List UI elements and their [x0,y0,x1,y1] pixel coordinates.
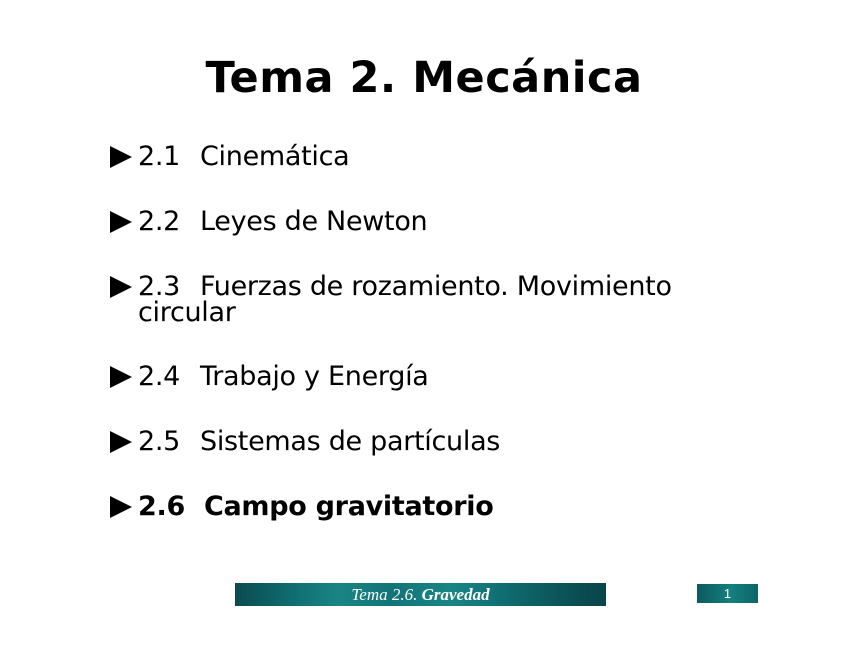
footer-topic-name: Gravedad [421,585,490,604]
item-text-continuation: circular [138,297,236,328]
item-number: 2.4 [138,361,181,392]
item-number: 2.2 [138,206,181,237]
footer-topic-prefix: Tema 2.6. [351,585,422,604]
page-number: 1 [697,584,758,603]
item-number: 2.6 [138,491,185,522]
item-number: 2.3 [138,271,181,302]
item-number: 2.5 [138,426,181,457]
item-number: 2.1 [138,141,181,172]
item-text: Fuerzas de rozamiento. Movimiento [200,271,672,302]
footer-topic-bar [235,583,606,606]
item-text: Trabajo y Energía [200,361,429,392]
triangle-right-icon [110,496,132,518]
triangle-right-icon [110,276,132,298]
triangle-right-icon [110,366,132,388]
item-text: Sistemas de partículas [200,426,501,457]
item-text: Cinemática [200,141,350,172]
triangle-right-icon [110,146,132,168]
slide-title: Tema 2. Mecánica [205,53,643,103]
triangle-right-icon [110,431,132,453]
triangle-right-icon [110,211,132,233]
item-text: Campo gravitatorio [204,491,494,522]
item-text: Leyes de Newton [200,206,428,237]
